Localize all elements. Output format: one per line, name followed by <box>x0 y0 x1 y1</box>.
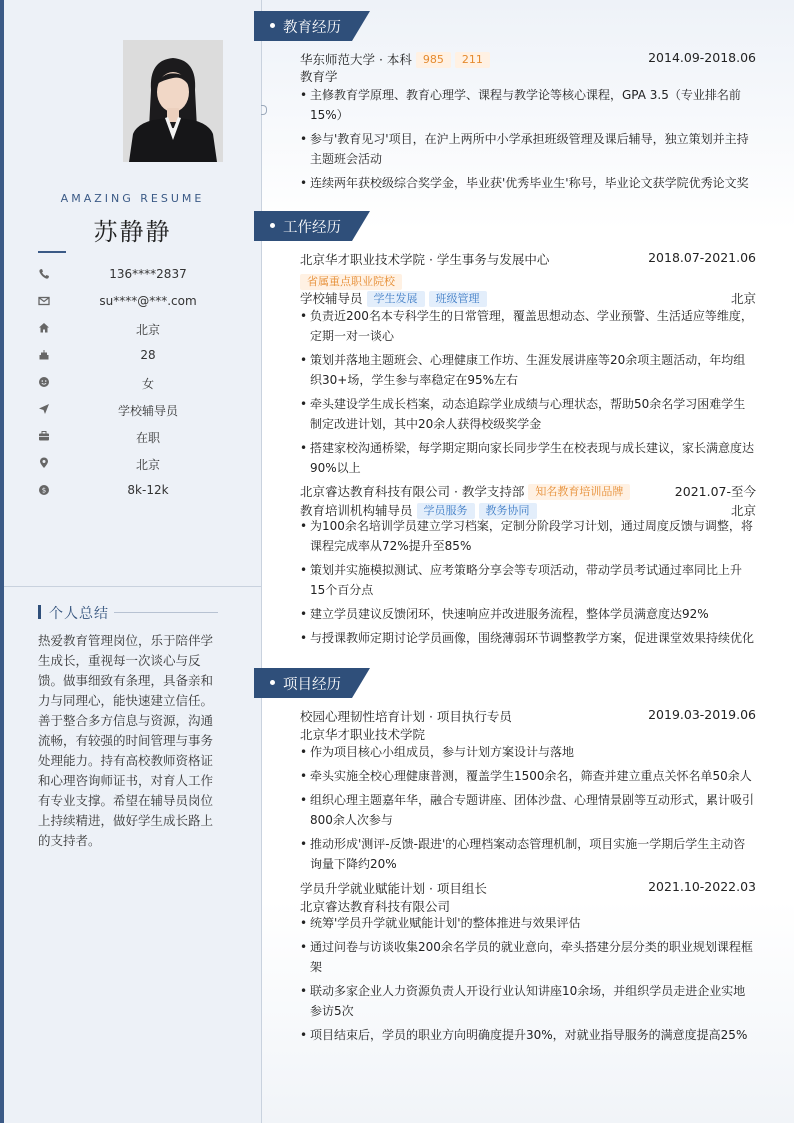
home-value: 北京 <box>135 323 160 337</box>
education-major: 教育学 <box>300 69 338 84</box>
section-header-projects <box>254 668 372 698</box>
job1-org-tag: 省属重点职业院校 <box>300 274 402 290</box>
project1-name: 校园心理韧性培育计划 · 项目执行专员 <box>300 709 512 724</box>
decorative-tick <box>261 105 267 115</box>
info-home <box>30 320 248 338</box>
job1-header <box>300 250 756 268</box>
sidebar-divider <box>4 586 261 587</box>
project2-bullet: • 项目结束后，学员的职业方向明确度提升30%，对就业指导服务的满意度提高25% <box>300 1025 756 1045</box>
summary-heading-line <box>114 612 218 613</box>
section-header-dot <box>270 223 275 228</box>
job2-bullets <box>300 516 756 652</box>
job2-date: 2021.07-至今 <box>674 484 756 499</box>
name-underline <box>38 251 66 253</box>
job2-bullet: • 建立学员建议反馈闭环，快速响应并改进服务流程，整体学员满意度达92% <box>300 604 756 624</box>
project1-bullets <box>300 742 756 878</box>
status-value: 在职 <box>135 431 160 445</box>
job2-city: 北京 <box>730 503 756 518</box>
info-phone <box>30 266 248 284</box>
job2-bullet: • 与授课教师定期讨论学员画像，围绕薄弱环节调整教学方案，促进课堂效果持续优化 <box>300 628 756 648</box>
summary-title: 个人总结 <box>49 606 109 622</box>
project1-header <box>300 707 756 725</box>
brand-tagline: AMAZING RESUME <box>60 192 205 205</box>
info-age <box>30 347 248 365</box>
job2-org: 北京睿达教育科技有限公司 · 教学支持部 <box>300 484 525 499</box>
section-header-education <box>254 11 372 41</box>
section-header-work <box>254 211 372 241</box>
job1-role: 学校辅导员 <box>300 291 363 306</box>
project2-bullet: • 联动多家企业人力资源负责人开设行业认知讲座10余场，并组织学员走进企业实地参访5次 <box>300 981 756 1021</box>
summary-heading-bar <box>38 605 41 619</box>
job1-role-line <box>300 289 487 307</box>
education-bullet: • 参与'教育见习'项目，在沪上两所中小学承担班级管理及课后辅导，独立策划并主持主题班会活动 <box>300 129 756 169</box>
section-title-education: 教育经历 <box>283 20 341 36</box>
gender-value: 女 <box>141 377 154 391</box>
job1-role-row <box>300 289 756 307</box>
education-bullets <box>300 85 756 197</box>
job1-bullets <box>300 306 756 482</box>
info-salary <box>30 482 248 500</box>
education-major-row <box>300 67 756 85</box>
email-value: su****@***.com <box>99 294 197 308</box>
project1-org-row <box>300 725 756 743</box>
salary-value: 8k-12k <box>127 483 169 497</box>
sidebar <box>4 0 262 1123</box>
project1-bullet: • 组织心理主题嘉年华，融合专题讲座、团体沙盘、心理情景剧等互动形式，累计吸引800余人次参与 <box>300 790 756 830</box>
project2-bullet: • 统筹'学员升学就业赋能计划'的整体推进与效果评估 <box>300 913 756 933</box>
info-location <box>30 455 248 473</box>
tag-211: 211 <box>455 52 490 68</box>
job1-org: 北京华才职业技术学院 · 学生事务与发展中心 <box>300 252 550 267</box>
info-status <box>30 428 248 446</box>
job2-org-line <box>300 482 630 500</box>
job2-header <box>300 482 756 500</box>
project2-bullets <box>300 913 756 1049</box>
education-bullet: • 主修教育学原理、教育心理学、课程与教学论等核心课程，GPA 3.5（专业排名前15%） <box>300 85 756 125</box>
job1-bullet: • 负责近200名本专科学生的日常管理，覆盖思想动态、学业预警、生活适应等维度，定期一对一谈心 <box>300 306 756 346</box>
education-date: 2014.09-2018.06 <box>648 50 756 65</box>
section-title-work: 工作经历 <box>283 220 341 236</box>
job1-date: 2018.07-2021.06 <box>648 250 756 265</box>
project1-org: 北京华才职业技术学院 <box>300 727 426 742</box>
job2-role-tag: 教务协同 <box>479 503 537 519</box>
info-position <box>30 401 248 419</box>
job1-role-tag: 学生发展 <box>367 291 425 307</box>
job2-role-tag: 学员服务 <box>417 503 475 519</box>
education-school-line <box>300 50 490 68</box>
profile-photo <box>123 40 223 162</box>
candidate-name: 苏静静 <box>93 218 172 246</box>
job2-role: 教育培训机构辅导员 <box>300 503 413 518</box>
position-value: 学校辅导员 <box>117 404 178 418</box>
project1-bullet: • 牵头实施全校心理健康普测，覆盖学生1500余名，筛查并建立重点关怀名单50余人 <box>300 766 756 786</box>
project2-header <box>300 879 756 897</box>
job1-org-tag-row <box>300 271 402 288</box>
education-school: 华东师范大学 · 本科 <box>300 52 412 67</box>
tag-985: 985 <box>416 52 451 68</box>
job2-bullet: • 策划并实施模拟测试、应考策略分享会等专项活动，带动学员考试通过率同比上升15个百分点 <box>300 560 756 600</box>
job1-bullet: • 牵头建设学生成长档案，动态追踪学业成绩与心理状态，帮助50余名学习困难学生制定改进计划，其中20余人获得校级奖学金 <box>300 394 756 434</box>
job1-role-tag: 班级管理 <box>429 291 487 307</box>
job2-org-tag: 知名教育培训品牌 <box>528 484 630 500</box>
job1-bullet: • 搭建家校沟通桥梁，每学期定期向家长同步学生在校表现与成长建议，家长满意度达90%以上 <box>300 438 756 478</box>
job2-bullet: • 为100余名培训学员建立学习档案，定制分阶段学习计划，通过周度反馈与调整，将课程完成率从72%提升至85% <box>300 516 756 556</box>
education-bullet: • 连续两年获校级综合奖学金，毕业获'优秀毕业生'称号，毕业论文获学院优秀论文奖 <box>300 173 756 193</box>
project2-org: 北京睿达教育科技有限公司 <box>300 899 451 914</box>
svg-text:$: $ <box>41 486 47 495</box>
summary-text: 热爱教育管理岗位，乐于陪伴学生成长，重视每一次谈心与反馈。做事细致有条理，具备亲和力与同理心，能快速建立信任。善于整合多方信息与资源，沟通流畅，有较强的时间管理与事务处理能力。持有高校教师资格证和心理咨询师证书，对育人工作有专业支撑。希望在辅导员岗位上持续精进，做好学生成长路上的支持者。 <box>38 633 214 848</box>
education-header <box>300 50 756 68</box>
info-gender <box>30 374 248 392</box>
phone-value: 136****2837 <box>109 267 187 281</box>
section-header-dot <box>270 23 275 28</box>
project1-date: 2019.03-2019.06 <box>648 707 756 722</box>
project1-bullet: • 推动形成'测评-反馈-跟进'的心理档案动态管理机制，项目实施一学期后学生主动咨询量下降约20% <box>300 834 756 874</box>
section-header-dot <box>270 680 275 685</box>
section-title-projects: 项目经历 <box>283 677 341 693</box>
age-value: 28 <box>140 348 156 362</box>
project2-name: 学员升学就业赋能计划 · 项目组长 <box>300 881 487 896</box>
job1-bullet: • 策划并落地主题班会、心理健康工作坊、生涯发展讲座等20余项主题活动，年均组织30+场，学生参与率稳定在95%左右 <box>300 350 756 390</box>
left-accent-bar <box>0 0 4 1123</box>
project2-bullet: • 通过问卷与访谈收集200余名学员的就业意向，牵头搭建分层分类的职业规划课程框架 <box>300 937 756 977</box>
location-value: 北京 <box>135 458 160 472</box>
project2-date: 2021.10-2022.03 <box>648 879 756 894</box>
job1-city: 北京 <box>730 291 756 306</box>
info-email <box>30 293 248 311</box>
project1-bullet: • 作为项目核心小组成员，参与计划方案设计与落地 <box>300 742 756 762</box>
